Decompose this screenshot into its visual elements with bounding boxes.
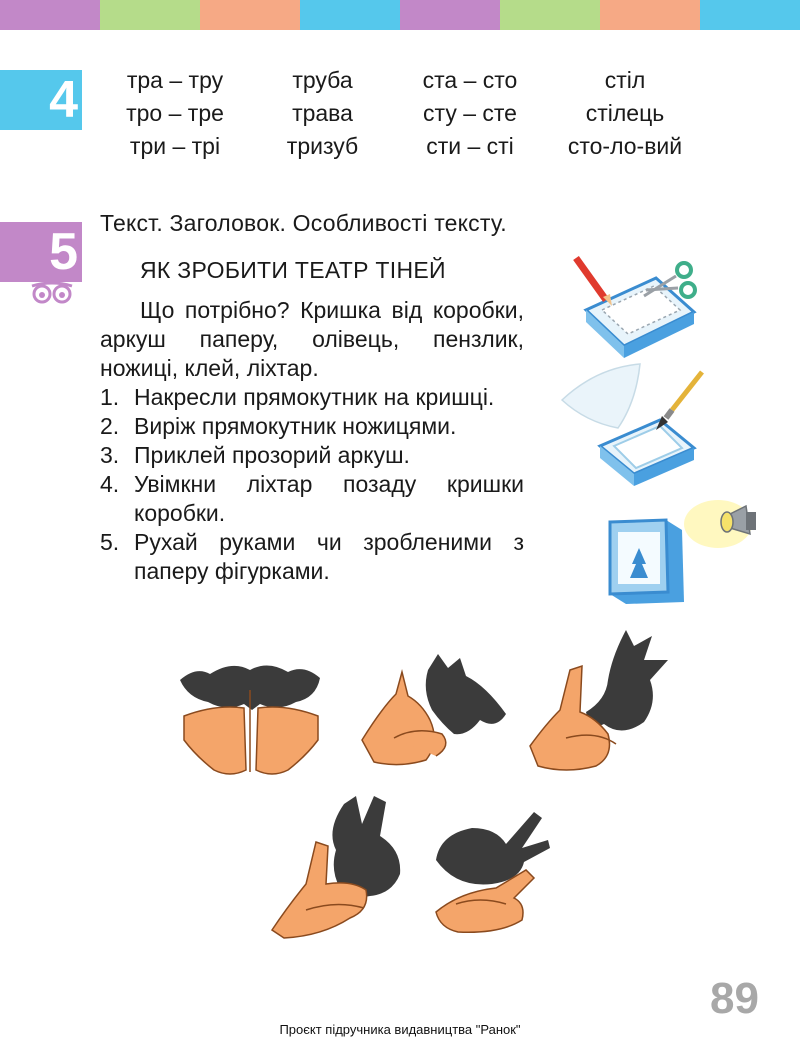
footer-credit: Проєкт підручника видавництва "Ранок" (279, 1022, 521, 1037)
text-title: ЯК ЗРОБИТИ ТЕАТР ТІНЕЙ (140, 257, 446, 283)
syllable-cell: стіл (604, 67, 646, 93)
dog-hand-shadow (356, 650, 516, 770)
stripe-4 (300, 0, 400, 30)
stripe-3 (200, 0, 300, 30)
syllable-row (100, 97, 740, 130)
syllable-cell: тра – тру (126, 67, 224, 93)
syllable-table (100, 64, 740, 163)
syllable-cell: три – трі (129, 133, 221, 159)
stripe-7 (600, 0, 700, 30)
stripe-8 (700, 0, 800, 30)
stripe-5 (400, 0, 500, 30)
syllable-row (100, 64, 740, 97)
syllable-cell: тро – тре (126, 100, 224, 126)
top-color-stripes (0, 0, 800, 30)
syllable-cell: ста – сто (422, 67, 518, 93)
intro-paragraph: Що потрібно? Кришка від коробки, аркуш паперу, олівець, пензлик, ножиці, клей, ліхтар. (100, 297, 524, 381)
step-item (100, 441, 524, 470)
step-number: 2. (100, 413, 120, 439)
syllable-cell: сто-ло-вий (567, 133, 683, 159)
step-text: Увімкни ліхтар позаду кришки коробки. (134, 471, 524, 526)
step-item (100, 412, 524, 441)
steps-list (100, 383, 524, 586)
stripe-2 (100, 0, 200, 30)
lid-gluing-illustration (556, 362, 726, 492)
step-item (100, 383, 524, 412)
exercise-4-badge: 4 (0, 70, 82, 130)
brush-icon (656, 372, 702, 430)
flashlight-icon (684, 500, 756, 548)
stripe-1 (0, 0, 100, 30)
page-number: 89 (710, 974, 759, 1023)
exercise-5-badge: 5 (0, 222, 82, 282)
step-text: Рухай руками чи зробленими з паперу фігурками. (134, 529, 524, 584)
pencil-icon (576, 258, 612, 306)
syllable-cell: трава (292, 100, 353, 126)
step-number: 3. (100, 442, 120, 468)
syllable-cell: сти – сті (426, 133, 514, 159)
syllable-cell: тризуб (286, 133, 359, 159)
step-number: 4. (100, 471, 120, 497)
snail-hand-shadow (430, 800, 560, 940)
step-text: Накресли прямокутник на кришці. (134, 384, 495, 410)
step-number: 1. (100, 384, 120, 410)
bird-hand-shadow (176, 650, 326, 780)
step-item (100, 470, 524, 528)
step-text: Виріж прямокутник ножицями. (134, 413, 457, 439)
rooster-hand-shadow (526, 626, 676, 776)
stripe-6 (500, 0, 600, 30)
syllable-cell: сту – сте (423, 100, 517, 126)
owl-eyes-icon (30, 282, 74, 304)
text-body (100, 296, 524, 586)
syllable-cell: стілець (585, 100, 665, 126)
rabbit-hand-shadow (266, 790, 416, 940)
step-number: 5. (100, 529, 120, 555)
shadow-screen-illustration (588, 498, 768, 618)
exercise-5-task: Текст. Заголовок. Особливості тексту. (100, 210, 507, 236)
lid-drawing-illustration (566, 250, 716, 360)
syllable-row (100, 130, 740, 163)
step-text: Приклей прозорий аркуш. (134, 442, 410, 468)
step-item (100, 528, 524, 586)
syllable-cell: труба (292, 67, 353, 93)
